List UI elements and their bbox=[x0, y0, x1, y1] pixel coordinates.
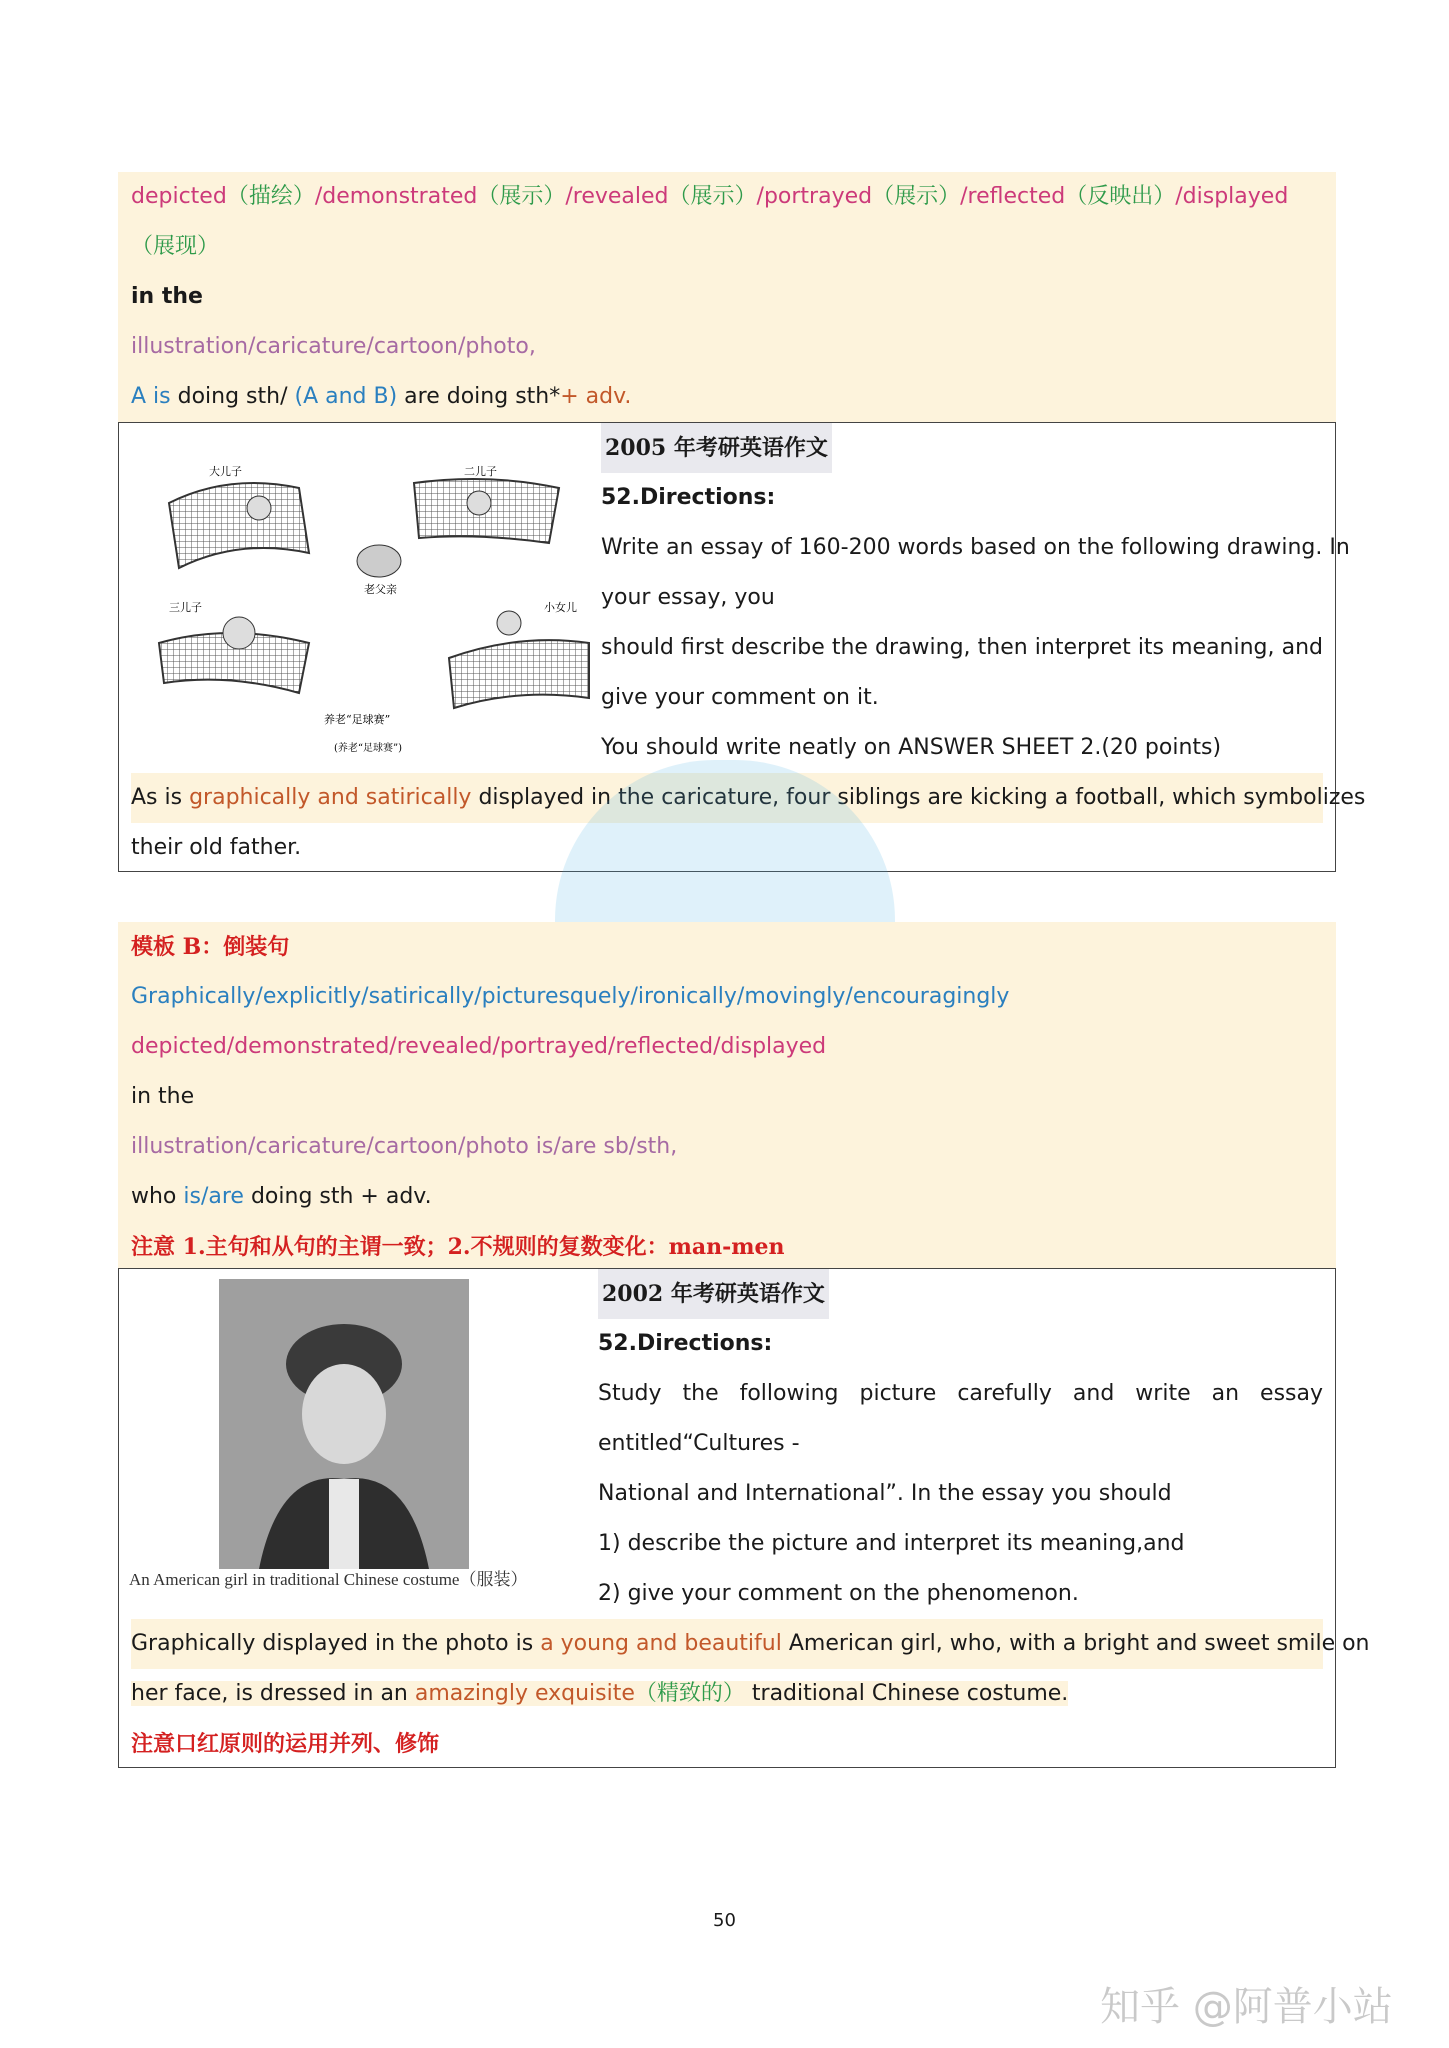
text-segment: /revealed bbox=[565, 184, 669, 209]
label-son2: 二儿子 bbox=[464, 465, 497, 478]
text-segment: A is bbox=[131, 384, 171, 409]
text-segment: （精致的） bbox=[634, 1681, 745, 1706]
exam-2002-directions bbox=[598, 1269, 1323, 1619]
template-a bbox=[131, 172, 1324, 422]
template-b-in-the: in the bbox=[131, 1084, 195, 1109]
exam-2002-box bbox=[118, 1268, 1370, 1768]
exam-2002-sample bbox=[131, 1619, 1370, 1769]
exam-2005-sample-line-2: their old father. bbox=[131, 835, 302, 860]
text-segment: （描绘） bbox=[226, 184, 315, 209]
text-segment: （反映出） bbox=[1065, 184, 1176, 209]
text-segment: a young and beautiful bbox=[540, 1631, 782, 1656]
page-number: 50 bbox=[713, 1910, 736, 1931]
label-daughter: 小女儿 bbox=[544, 601, 577, 614]
exam-2002-line-4: 1) describe the picture and interpret its meaning,and bbox=[598, 1531, 1185, 1556]
template-b-adverbs: Graphically/explicitly/satirically/picturesquely/ironically/movingly/encouragingly bbox=[131, 984, 1010, 1009]
exam-2005-directions-label: 52.Directions: bbox=[601, 485, 776, 510]
old-father-ball bbox=[357, 545, 401, 577]
text-segment: who bbox=[131, 1184, 184, 1209]
exam-2002-title: 2002 年考研英语作文 bbox=[598, 1269, 829, 1319]
text-segment: her face, is dressed in an bbox=[131, 1681, 415, 1706]
text-segment: traditional Chinese costume. bbox=[744, 1681, 1069, 1706]
text-segment: Graphically displayed in the photo is bbox=[131, 1631, 541, 1656]
american-girl-photo bbox=[219, 1279, 469, 1569]
text-segment: /portrayed bbox=[756, 184, 873, 209]
text-segment: amazingly exquisite bbox=[414, 1681, 635, 1706]
exam-2005-line-3: should first describe the drawing, then interpret its meaning, and bbox=[601, 635, 1323, 660]
template-b-heading: 模板 B：倒装句 bbox=[131, 934, 290, 960]
text-segment: /demonstrated bbox=[314, 184, 478, 209]
text-segment: (A and B) bbox=[294, 384, 398, 409]
label-son3: 三儿子 bbox=[169, 601, 202, 614]
football-caricature-illustration bbox=[149, 433, 609, 773]
template-a-nouns: illustration/caricature/cartoon/photo, bbox=[131, 334, 536, 359]
illustration-caption: 养老“足球赛” bbox=[324, 713, 391, 726]
text-segment: As is bbox=[131, 785, 190, 810]
template-b bbox=[131, 922, 1324, 1272]
template-b-verbs: depicted/demonstrated/revealed/portrayed/reflected/displayed bbox=[131, 1034, 827, 1059]
text-segment: American girl, who, with a bright and sweet smile on bbox=[781, 1631, 1370, 1656]
exam-2005-line-2: your essay, you bbox=[601, 585, 775, 610]
text-segment: graphically and satirically bbox=[189, 785, 472, 810]
exam-2002-note: 注意口红原则的运用并列、修饰 bbox=[131, 1731, 440, 1757]
son1-goal bbox=[169, 483, 309, 568]
label-son1: 大儿子 bbox=[209, 465, 242, 478]
exam-2002-sample-line-2 bbox=[131, 1669, 1323, 1719]
exam-2005-title: 2005 年考研英语作文 bbox=[601, 423, 832, 473]
text-segment: + adv. bbox=[560, 384, 632, 409]
exam-2005-line-5: You should write neatly on ANSWER SHEET 2.(20 points) bbox=[601, 735, 1222, 760]
template-a-verbs bbox=[131, 172, 1324, 222]
exam-2002-sample-line-1 bbox=[131, 1619, 1370, 1669]
exam-2005-line-4: give your comment on it. bbox=[601, 685, 879, 710]
exam-2005-line-1: Write an essay of 160-200 words based on the following drawing. In bbox=[601, 535, 1350, 560]
text-segment: displayed in the caricature, four siblings are kicking a football, which symbolizes bbox=[471, 785, 1366, 810]
exam-2002-directions-label: 52.Directions: bbox=[598, 1331, 773, 1356]
son1-figure bbox=[247, 496, 271, 520]
template-b-nouns: illustration/caricature/cartoon/photo is/are sb/sth, bbox=[131, 1134, 678, 1159]
text-segment: /displayed bbox=[1175, 184, 1289, 209]
template-b-note: 注意 1.主句和从句的主谓一致；2.不规则的复数变化：man-men bbox=[131, 1234, 785, 1260]
template-b-who-line bbox=[131, 1172, 1324, 1222]
exam-2002-line-3: National and International”. In the essay you should bbox=[598, 1481, 1172, 1506]
son3-figure bbox=[223, 617, 255, 649]
label-father: 老父亲 bbox=[364, 583, 397, 596]
daughter-figure bbox=[497, 611, 521, 635]
exam-2005-directions bbox=[601, 423, 1350, 773]
text-segment: （展示） bbox=[668, 184, 757, 209]
text-segment: doing sth/ bbox=[170, 384, 295, 409]
text-segment: /reflected bbox=[960, 184, 1066, 209]
text-segment: is/are bbox=[183, 1184, 244, 1209]
template-a-in-the: in the bbox=[131, 284, 203, 309]
text-segment: are doing sth* bbox=[397, 384, 561, 409]
illustration-caption-small: (养老“足球赛”) bbox=[334, 743, 403, 754]
text-segment: （展示） bbox=[477, 184, 566, 209]
exam-2002-line-1: Study the following picture carefully and write an essay bbox=[598, 1381, 1323, 1406]
template-a-pattern bbox=[131, 372, 1324, 422]
daughter-goal bbox=[449, 640, 589, 708]
text-segment: depicted bbox=[131, 184, 227, 209]
exam-2002-line-5: 2) give your comment on the phenomenon. bbox=[598, 1581, 1079, 1606]
photo-caption: An American girl in traditional Chinese costume（服装） bbox=[129, 1570, 528, 1589]
template-a-verbs-cont: （展现） bbox=[131, 234, 220, 259]
exam-2002-line-2: entitled“Cultures - bbox=[598, 1431, 800, 1456]
text-segment: （展示） bbox=[872, 184, 961, 209]
son2-figure bbox=[467, 491, 491, 515]
zhihu-watermark: 知乎 @阿普小站 bbox=[1100, 1984, 1393, 2030]
text-segment: doing sth + adv. bbox=[243, 1184, 432, 1209]
